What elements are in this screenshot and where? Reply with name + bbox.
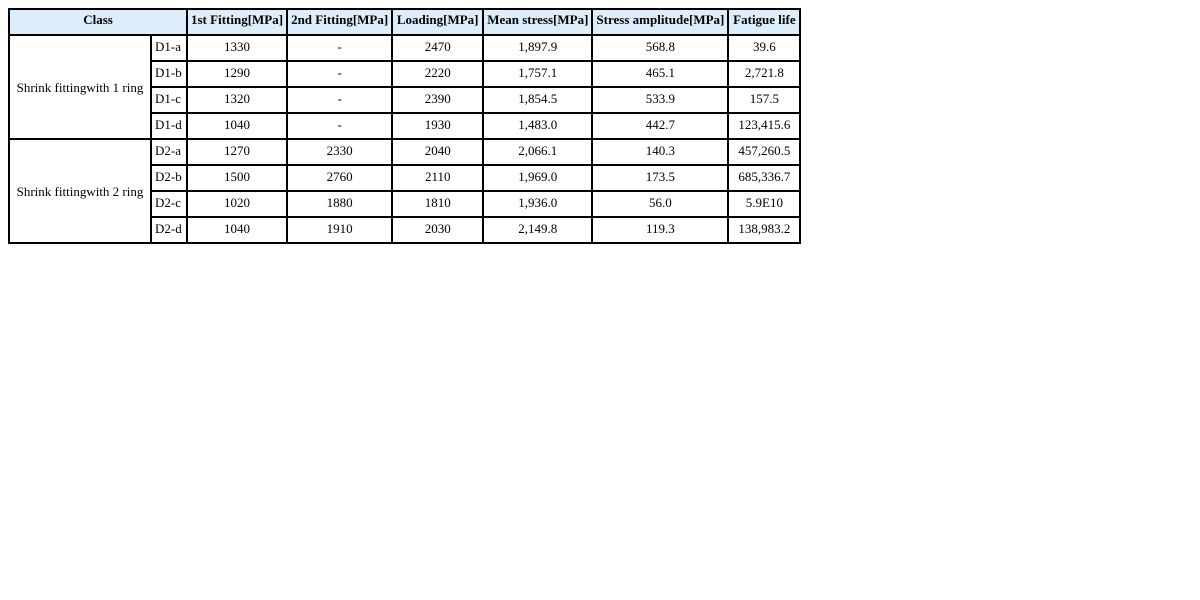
table-row	[9, 139, 800, 165]
cell-stress-amplitude: 140.3	[592, 139, 728, 165]
cell-2nd-fitting: 2760	[287, 165, 392, 191]
table-row	[9, 35, 800, 61]
cell-1st-fitting: 1020	[187, 191, 287, 217]
cell-fatigue-life: 157.5	[728, 87, 800, 113]
row-id: D2-a	[151, 139, 187, 165]
cell-1st-fitting: 1040	[187, 217, 287, 243]
header-class: Class	[9, 9, 187, 35]
cell-loading: 2220	[392, 61, 483, 87]
header-mean-stress: Mean stress[MPa]	[483, 9, 592, 35]
cell-stress-amplitude: 119.3	[592, 217, 728, 243]
header-1st-fitting: 1st Fitting[MPa]	[187, 9, 287, 35]
cell-fatigue-life: 123,415.6	[728, 113, 800, 139]
cell-mean-stress: 2,149.8	[483, 217, 592, 243]
cell-mean-stress: 1,897.9	[483, 35, 592, 61]
cell-1st-fitting: 1330	[187, 35, 287, 61]
cell-stress-amplitude: 568.8	[592, 35, 728, 61]
group-label: Shrink fittingwith 2 ring	[9, 139, 151, 243]
cell-mean-stress: 1,483.0	[483, 113, 592, 139]
cell-mean-stress: 1,969.0	[483, 165, 592, 191]
group-label: Shrink fittingwith 1 ring	[9, 35, 151, 139]
cell-stress-amplitude: 56.0	[592, 191, 728, 217]
cell-1st-fitting: 1500	[187, 165, 287, 191]
cell-fatigue-life: 138,983.2	[728, 217, 800, 243]
cell-loading: 2470	[392, 35, 483, 61]
row-id: D1-d	[151, 113, 187, 139]
cell-loading: 1810	[392, 191, 483, 217]
cell-fatigue-life: 685,336.7	[728, 165, 800, 191]
row-id: D2-d	[151, 217, 187, 243]
cell-loading: 2040	[392, 139, 483, 165]
cell-stress-amplitude: 442.7	[592, 113, 728, 139]
cell-2nd-fitting: -	[287, 61, 392, 87]
cell-fatigue-life: 39.6	[728, 35, 800, 61]
cell-mean-stress: 2,066.1	[483, 139, 592, 165]
row-id: D2-c	[151, 191, 187, 217]
cell-mean-stress: 1,936.0	[483, 191, 592, 217]
row-id: D1-b	[151, 61, 187, 87]
header-stress-amplitude: Stress amplitude[MPa]	[592, 9, 728, 35]
cell-loading: 2390	[392, 87, 483, 113]
fatigue-data-table	[8, 8, 801, 244]
cell-fatigue-life: 2,721.8	[728, 61, 800, 87]
cell-stress-amplitude: 173.5	[592, 165, 728, 191]
row-id: D1-a	[151, 35, 187, 61]
header-2nd-fitting: 2nd Fitting[MPa]	[287, 9, 392, 35]
cell-loading: 1930	[392, 113, 483, 139]
cell-2nd-fitting: 2330	[287, 139, 392, 165]
header-fatigue-life: Fatigue life	[728, 9, 800, 35]
cell-1st-fitting: 1270	[187, 139, 287, 165]
cell-fatigue-life: 457,260.5	[728, 139, 800, 165]
cell-2nd-fitting: -	[287, 87, 392, 113]
cell-2nd-fitting: 1880	[287, 191, 392, 217]
cell-2nd-fitting: -	[287, 113, 392, 139]
cell-mean-stress: 1,854.5	[483, 87, 592, 113]
cell-fatigue-life: 5.9E10	[728, 191, 800, 217]
row-id: D1-c	[151, 87, 187, 113]
cell-1st-fitting: 1320	[187, 87, 287, 113]
header-loading: Loading[MPa]	[392, 9, 483, 35]
row-id: D2-b	[151, 165, 187, 191]
cell-1st-fitting: 1040	[187, 113, 287, 139]
cell-1st-fitting: 1290	[187, 61, 287, 87]
cell-mean-stress: 1,757.1	[483, 61, 592, 87]
cell-2nd-fitting: -	[287, 35, 392, 61]
cell-2nd-fitting: 1910	[287, 217, 392, 243]
header-row	[9, 9, 800, 35]
cell-loading: 2030	[392, 217, 483, 243]
cell-stress-amplitude: 533.9	[592, 87, 728, 113]
cell-stress-amplitude: 465.1	[592, 61, 728, 87]
cell-loading: 2110	[392, 165, 483, 191]
